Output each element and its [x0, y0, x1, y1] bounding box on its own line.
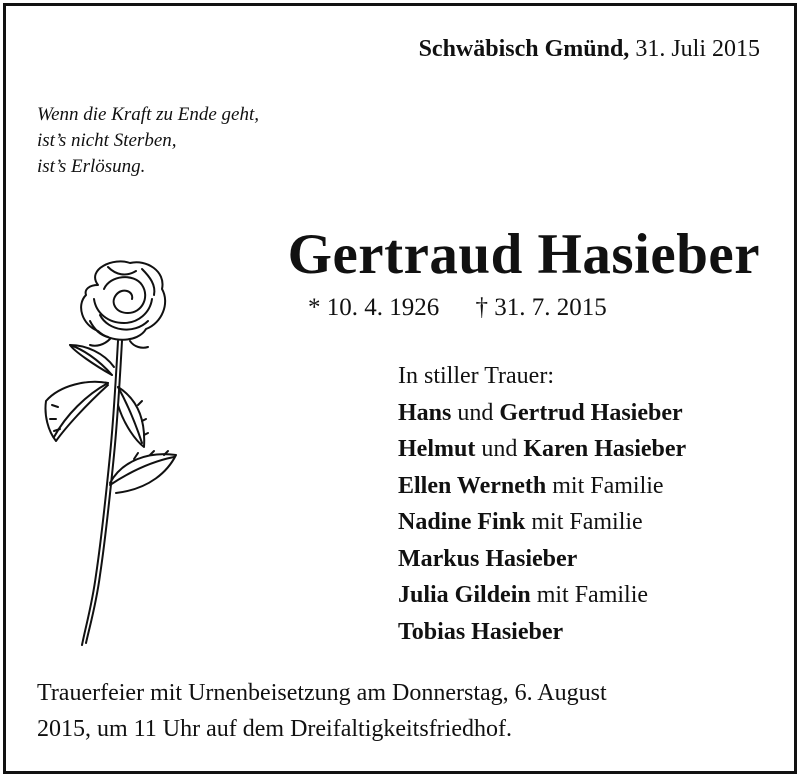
funeral-line: 2015, um 11 Uhr auf dem Dreifaltigkeitsfriedhof. [37, 716, 512, 742]
mourner-name: Helmut [398, 436, 476, 462]
notice-date: 31. Juli 2015 [635, 36, 760, 62]
mourner-line [398, 614, 686, 651]
funeral-info [37, 675, 767, 747]
birth-date: * 10. 4. 1926 [308, 294, 440, 321]
mourner-name: Karen Hasieber [523, 436, 687, 462]
mourning-heading: In stiller Trauer: [398, 363, 554, 389]
mourner-suffix: mit Familie [525, 509, 643, 535]
mourner-line [398, 504, 686, 541]
mourner-line [398, 468, 686, 505]
mourner-name: Nadine Fink [398, 509, 526, 535]
life-dates [308, 294, 607, 322]
poem-line: ist’s Erlösung. [37, 156, 146, 177]
mourners-list [398, 358, 686, 650]
funeral-line: Trauerfeier mit Urnenbeisetzung am Donnerstag, 6. August [37, 680, 607, 706]
rose-drawing-icon [38, 255, 183, 650]
deceased-name: Gertraud Hasieber [287, 223, 760, 286]
mourner-name: Gertrud Hasieber [499, 399, 683, 426]
death-date: † 31. 7. 2015 [475, 294, 607, 321]
mourner-line [398, 541, 686, 578]
mourner-line [398, 577, 686, 614]
mourner-name: Tobias Hasieber [398, 618, 564, 645]
mourner-name: Hans [398, 399, 452, 426]
poem [37, 102, 259, 180]
mourner-connector: und [475, 436, 524, 462]
mourner-line [398, 431, 686, 468]
mourner-suffix: mit Familie [546, 472, 664, 499]
place-name: Schwäbisch Gmünd, [418, 36, 630, 62]
mourner-name: Markus Hasieber [398, 545, 578, 572]
poem-line: ist’s nicht Sterben, [37, 130, 177, 151]
mourner-name: Julia Gildein [398, 582, 531, 608]
mourner-suffix: mit Familie [530, 582, 649, 608]
poem-line: Wenn die Kraft zu Ende geht, [37, 104, 259, 125]
mourner-connector: und [451, 399, 500, 426]
dateline [419, 36, 760, 63]
mourner-line [398, 395, 686, 432]
mourner-name: Ellen Werneth [398, 472, 547, 499]
